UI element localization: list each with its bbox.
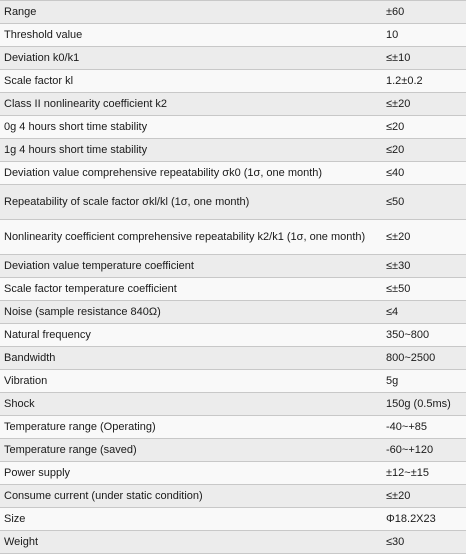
table-row (0, 139, 466, 162)
parameter-name: Noise (sample resistance 840Ω) (0, 301, 378, 324)
parameter-name: 0g 4 hours short time stability (0, 116, 378, 139)
parameter-name: Weight (0, 531, 378, 554)
parameter-value: 350~800 (378, 324, 466, 347)
parameter-name: Temperature range (saved) (0, 439, 378, 462)
parameter-value: Φ18.2X23 (378, 508, 466, 531)
table-row (0, 185, 466, 220)
table-row (0, 24, 466, 47)
table-row (0, 93, 466, 116)
table-row (0, 47, 466, 70)
parameter-name: Size (0, 508, 378, 531)
parameter-name: Deviation k0/k1 (0, 47, 378, 70)
parameter-name: Range (0, 1, 378, 24)
table-row (0, 278, 466, 301)
parameter-name: Natural frequency (0, 324, 378, 347)
parameter-value: 5g (378, 370, 466, 393)
table-row (0, 439, 466, 462)
parameter-name: Nonlinearity coefficient comprehensive repeatability k2/k1 (1σ, one month) (0, 220, 378, 255)
parameter-value: ≤±20 (378, 485, 466, 508)
table-row (0, 531, 466, 554)
parameter-name: Deviation value temperature coefficient (0, 255, 378, 278)
parameter-value: ≤±20 (378, 220, 466, 255)
table-row (0, 324, 466, 347)
table-row (0, 347, 466, 370)
parameter-value: ±60 (378, 1, 466, 24)
parameter-name: Shock (0, 393, 378, 416)
parameter-value: ≤±10 (378, 47, 466, 70)
table-row (0, 220, 466, 255)
parameter-value: 150g (0.5ms) (378, 393, 466, 416)
table-row (0, 162, 466, 185)
parameter-name: Temperature range (Operating) (0, 416, 378, 439)
parameter-value: ≤±50 (378, 278, 466, 301)
parameter-value: -60~+120 (378, 439, 466, 462)
table-row (0, 301, 466, 324)
parameter-value: ≤20 (378, 116, 466, 139)
table-row (0, 370, 466, 393)
parameter-value: 10 (378, 24, 466, 47)
parameter-name: Repeatability of scale factor σkl/kl (1σ, one month) (0, 185, 378, 220)
parameter-name: 1g 4 hours short time stability (0, 139, 378, 162)
table-row (0, 416, 466, 439)
table-row (0, 462, 466, 485)
parameter-name: Threshold value (0, 24, 378, 47)
parameter-name: Power supply (0, 462, 378, 485)
parameter-value: ≤±30 (378, 255, 466, 278)
parameter-name: Deviation value comprehensive repeatability σk0 (1σ, one month) (0, 162, 378, 185)
table-row (0, 485, 466, 508)
parameter-value: ≤20 (378, 139, 466, 162)
parameter-value: ≤40 (378, 162, 466, 185)
parameter-name: Scale factor kl (0, 70, 378, 93)
parameter-value: ≤30 (378, 531, 466, 554)
parameter-value: ≤4 (378, 301, 466, 324)
parameter-value: 800~2500 (378, 347, 466, 370)
table-row (0, 255, 466, 278)
parameter-name: Bandwidth (0, 347, 378, 370)
parameter-value: ≤50 (378, 185, 466, 220)
parameter-name: Class II nonlinearity coefficient k2 (0, 93, 378, 116)
parameter-name: Vibration (0, 370, 378, 393)
parameter-name: Consume current (under static condition) (0, 485, 378, 508)
table-row (0, 116, 466, 139)
table-row (0, 393, 466, 416)
table-row (0, 70, 466, 93)
parameter-name: Scale factor temperature coefficient (0, 278, 378, 301)
parameter-value: ±12~±15 (378, 462, 466, 485)
parameter-value: -40~+85 (378, 416, 466, 439)
table-row (0, 1, 466, 24)
parameter-value: ≤±20 (378, 93, 466, 116)
parameter-value: 1.2±0.2 (378, 70, 466, 93)
table-row (0, 508, 466, 531)
